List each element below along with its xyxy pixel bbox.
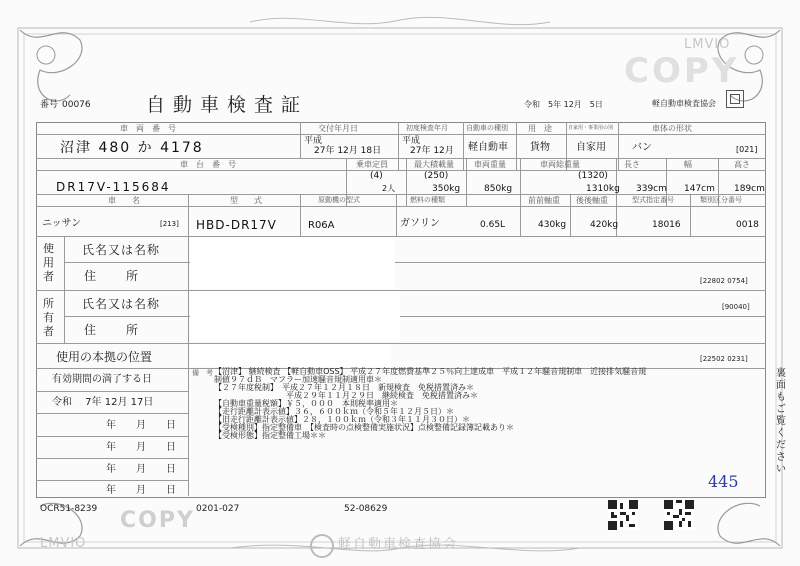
gross-weight: 1310kg: [586, 184, 620, 194]
footer-seal-text: 軽自動車検査協会: [338, 537, 459, 552]
first-inspection-label: 初度検査年月: [406, 124, 448, 132]
first-era: 平成: [402, 136, 421, 146]
category-number-label: 類別区分番号: [700, 196, 742, 204]
association-logo-icon: [310, 534, 334, 558]
vehicle-weight: 850kg: [484, 184, 513, 194]
blank-date-2: 年 月 日: [106, 442, 176, 453]
notes-line: 【旧走行距離計表示値】２８，１００ｋｍ（令和３年１１月３０日）＊: [214, 415, 470, 424]
user-address-label: 住 所: [84, 269, 141, 283]
fuel-type: ガソリン: [400, 218, 440, 229]
notes-line: 【受検形態】指定整備工場＊＊: [214, 431, 326, 440]
rear-axle-label: 後後軸重: [576, 196, 608, 205]
maker: ニッサン: [42, 218, 82, 229]
notes-block: [214, 368, 760, 440]
notes-line: 【沼津】 継続検査 【軽自動車OSS】 平成２７年度燃費基準２５％向上達成車 平成１２年騒音規制車 近接排気騒音規: [214, 367, 647, 376]
chassis-number: DR17V-115684: [56, 180, 171, 194]
capacity: 2人: [382, 184, 396, 193]
engine-model-label: 原動機の型式: [318, 196, 360, 204]
base-location-code: [22502 0231]: [700, 355, 748, 363]
notes-line: 平成２９年１１月２９日 継続検査 免税措置済み＊: [214, 391, 478, 400]
watermark-brand-top: LMVIO: [684, 37, 731, 52]
owner-name-label: 氏名又は名称: [82, 297, 161, 311]
watermark-brand-bottom: LMVIO: [40, 536, 87, 551]
rear-axle-weight: 420kg: [590, 220, 619, 230]
gross-weight-label: 車両総重量: [540, 160, 580, 169]
blank-date-1: 年 月 日: [106, 420, 176, 431]
expiry-label: 有効期間の満了する日: [52, 374, 152, 385]
use-label: 用 途: [528, 124, 552, 133]
vehicle-weight-label: 車両重量: [474, 160, 506, 169]
notes-line: 【２７年度税制】 平成２７年１２月１８日 新規検査 免税措置済み＊: [214, 383, 474, 392]
blank-date-4: 年 月 日: [106, 485, 176, 496]
issue-date: 令和 5年 12月 5日: [524, 100, 603, 109]
model: HBD-DR17V: [196, 218, 277, 232]
registration-number: 沼津 480 か 4178: [60, 140, 204, 156]
width: 147cm: [684, 184, 715, 194]
usage-type: 自家用: [576, 142, 606, 153]
official-stamp: [726, 90, 744, 108]
capacity-label: 乗車定員: [356, 160, 388, 169]
front-axle-weight: 430kg: [538, 220, 567, 230]
expiry-date: 令和 7年 12月 17日: [52, 397, 154, 408]
gross-weight-alt: (1320): [578, 171, 608, 181]
qr-code-left: [608, 500, 638, 530]
engine-model: R06A: [308, 220, 335, 231]
height-label: 高さ: [734, 160, 750, 169]
footer-mid-code: 0201-027: [196, 504, 240, 514]
use-value: 貨物: [530, 142, 550, 153]
notes-label: 備 考: [192, 369, 213, 377]
vehicle-kind: 軽自動車: [468, 142, 508, 153]
user-name-label: 氏名又は名称: [82, 243, 161, 257]
body-shape: バン: [632, 142, 652, 153]
displacement: 0.65L: [480, 220, 506, 230]
blank-date-3: 年 月 日: [106, 464, 176, 475]
body-shape-label: 車体の形状: [652, 124, 692, 133]
max-load: 350kg: [432, 184, 461, 194]
handwritten-number: 445: [708, 472, 739, 491]
side-note: 裏面もご覧ください: [776, 368, 786, 475]
chassis-number-label: 車 台 番 号: [180, 160, 236, 169]
model-label: 型 式: [230, 196, 262, 205]
maker-code: [213]: [160, 220, 179, 228]
footer-ocr-code: OCR51-8239: [40, 504, 98, 514]
user-address-code: [22802 0754]: [700, 277, 748, 285]
reg-era: 平成: [304, 136, 323, 146]
width-label: 幅: [684, 160, 692, 169]
qr-code-right: [664, 500, 694, 530]
fuel-label: 燃料の種類: [410, 196, 445, 204]
reg-date-label: 交付年月日: [318, 124, 358, 133]
vehicle-kind-label: 自動車の種別: [466, 124, 508, 132]
registration-date: 27年 12月 18日: [314, 146, 382, 156]
footer-right-code: 52-08629: [344, 504, 388, 514]
redacted-base-location: [190, 344, 390, 367]
category-number: 0018: [736, 220, 759, 230]
capacity-alt: (4): [370, 171, 383, 181]
body-shape-code: [021]: [736, 145, 758, 154]
height: 189cm: [734, 184, 765, 194]
max-load-alt: (250): [424, 171, 449, 181]
document-title: 自動車検査証: [146, 94, 309, 116]
notes-line: 【自動車重量税額】￥５，０００ 本則税率適用＊: [214, 399, 398, 408]
max-load-label: 最大積載量: [414, 160, 454, 169]
notes-line: 【受検種別】指定整備車 【検査時の点検整備実施状況】点検整備記録簿記載あり＊: [214, 423, 514, 432]
notes-line: 制値９７ｄＢ マフラー加速騒音規制適用車＊: [214, 375, 382, 384]
watermark-copy-bottom: COPY: [120, 508, 195, 533]
issuer-name: 軽自動車検査協会: [652, 99, 716, 108]
length: 339cm: [636, 184, 667, 194]
user-section-label: 使用者: [43, 242, 54, 283]
owner-section-label: 所有者: [43, 297, 54, 338]
watermark-copy-top: COPY: [624, 51, 740, 91]
length-label: 長さ: [624, 160, 640, 169]
reg-number-label: 車 両 番 号: [120, 124, 176, 133]
maker-label: 車 名: [108, 196, 140, 205]
owner-address-label: 住 所: [84, 323, 141, 337]
document-number: 00076: [62, 100, 91, 110]
owner-name-code: [90040]: [722, 303, 750, 311]
usage-type-label: 自家用・事業用の別: [568, 125, 614, 131]
base-location-label: 使用の本拠の位置: [56, 350, 153, 364]
redacted-user-info: [190, 237, 395, 289]
first-inspection-date: 27年 12月: [410, 146, 454, 156]
redacted-owner-info: [190, 291, 400, 342]
number-label: 番号: [40, 100, 59, 110]
notes-line: 【走行距離計表示値】３６，６００ｋｍ（令和５年１２月５日）＊: [214, 407, 454, 416]
type-designation-label: 型式指定番号: [632, 196, 674, 204]
front-axle-label: 前前軸重: [528, 196, 560, 205]
type-designation-number: 18016: [652, 220, 681, 230]
